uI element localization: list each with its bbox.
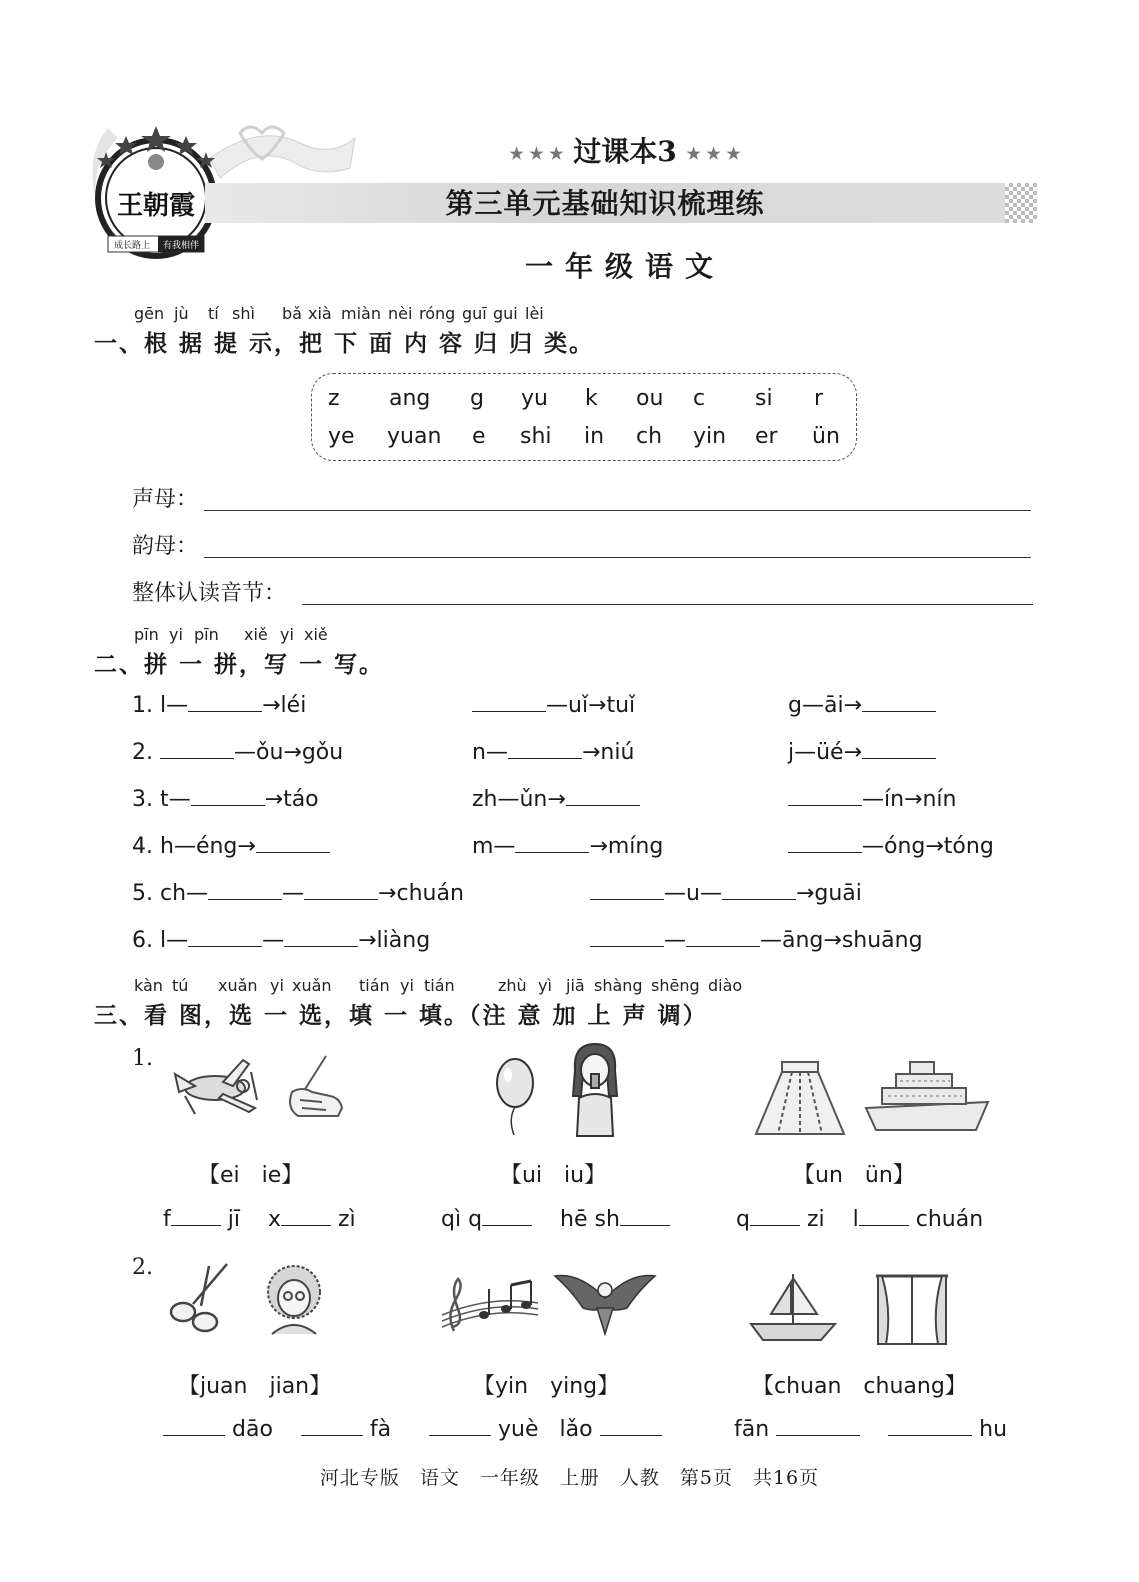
py: nèi — [388, 304, 413, 323]
answer-line-yunmu[interactable] — [204, 557, 1031, 558]
t: —u— — [664, 881, 722, 906]
blank[interactable] — [472, 693, 546, 712]
exercise-5a — [132, 881, 464, 906]
t: l— — [160, 928, 189, 953]
unit-title: 第三单元基础知识梳理练 — [445, 187, 765, 220]
exercise-5b — [590, 881, 862, 906]
q2-choice-1: 【juan jian】 — [178, 1374, 332, 1399]
t: dāo — [232, 1417, 273, 1442]
py: tián — [424, 976, 455, 995]
grandma-icon — [262, 1262, 326, 1336]
blank[interactable] — [163, 1417, 225, 1436]
skirt-icon — [752, 1058, 847, 1138]
py: pīn — [134, 625, 159, 644]
blank[interactable] — [590, 881, 664, 900]
t: qì q — [441, 1207, 483, 1232]
answer-line-zhengti[interactable] — [302, 604, 1033, 605]
letter: k — [585, 386, 598, 411]
letter: z — [328, 386, 340, 411]
brand-name: 王朝霞 — [116, 191, 196, 221]
blank[interactable] — [859, 1207, 909, 1226]
t: — — [262, 928, 285, 953]
t: —ín→nín — [862, 787, 957, 812]
t: zi — [806, 1207, 825, 1232]
girl-drinking-icon — [565, 1040, 625, 1138]
py: yi — [169, 625, 183, 644]
t: →chuán — [378, 881, 464, 906]
blank[interactable] — [515, 834, 589, 853]
blank[interactable] — [284, 928, 358, 947]
ship-icon — [862, 1058, 992, 1138]
music-notes-icon — [440, 1275, 540, 1335]
letter: ch — [636, 424, 663, 449]
t: x — [267, 1207, 281, 1232]
letter: ou — [636, 386, 664, 411]
py: bǎ — [282, 304, 302, 323]
blank[interactable] — [429, 1417, 491, 1436]
blank[interactable] — [208, 881, 282, 900]
blank[interactable] — [600, 1417, 662, 1436]
section2-title: 二、拼 一 拼，写 一 写。 — [94, 652, 385, 678]
blank[interactable] — [160, 740, 234, 759]
t: g—āi→ — [788, 693, 862, 718]
t: —āng→shuāng — [760, 928, 923, 953]
blank[interactable] — [171, 1207, 221, 1226]
airplane-icon — [165, 1052, 265, 1122]
t: hē sh — [560, 1207, 620, 1232]
t: yuè — [498, 1417, 539, 1442]
t: l — [852, 1207, 859, 1232]
blank[interactable] — [620, 1207, 670, 1226]
q1-fill-2 — [441, 1207, 670, 1232]
blank[interactable] — [862, 740, 936, 759]
py: shēng — [651, 976, 700, 995]
t: — — [282, 881, 305, 906]
brand-slogan-1: 成长路上 — [113, 241, 151, 251]
exercise-4c — [788, 834, 994, 859]
blank[interactable] — [776, 1417, 860, 1436]
exercise-2c — [788, 740, 936, 765]
t: f — [163, 1207, 171, 1232]
t: fān — [734, 1417, 770, 1442]
t: — — [664, 928, 686, 953]
t: n— — [472, 740, 508, 765]
t: →míng — [589, 834, 664, 859]
sailboat-icon — [745, 1270, 840, 1345]
num: 5. — [132, 881, 153, 906]
py: gēn — [134, 304, 165, 323]
label-shengmu: 声母： — [132, 487, 199, 512]
letter: yuan — [387, 424, 442, 449]
num: 1. — [132, 693, 153, 718]
blank[interactable] — [301, 1417, 363, 1436]
q2-choice-3: 【chuan chuang】 — [752, 1374, 967, 1399]
t: zh—ǔn→ — [472, 787, 566, 812]
letter: si — [755, 386, 773, 411]
t: —uǐ→tuǐ — [546, 693, 636, 718]
q2-number: 2. — [132, 1255, 153, 1280]
blank[interactable] — [256, 834, 330, 853]
page-footer: 河北专版 语文 一年级 上册 人教 第5页 共16页 — [319, 1467, 820, 1489]
t: m— — [472, 834, 516, 859]
t: q — [736, 1207, 750, 1232]
letter: ang — [389, 386, 431, 411]
exercise-4a — [132, 834, 330, 859]
letter: in — [584, 424, 605, 449]
exercise-4b — [472, 834, 663, 859]
py: yi — [270, 976, 284, 995]
q2-choice-2: 【yin ying】 — [473, 1374, 620, 1399]
py: guī — [462, 304, 487, 323]
q1-choice-1: 【ei ie】 — [198, 1163, 304, 1188]
py: pīn — [194, 625, 219, 644]
py: xiě — [244, 625, 268, 644]
section3-title: 三、看 图，选 一 选，填 一 填。（注 意 加 上 声 调） — [94, 1003, 708, 1029]
letter: shi — [520, 424, 552, 449]
py: gui — [493, 304, 518, 323]
q1-fill-3 — [736, 1207, 983, 1232]
balloon-icon — [490, 1055, 540, 1135]
t: h—éng→ — [160, 834, 256, 859]
blank[interactable] — [191, 787, 265, 806]
blank[interactable] — [888, 1417, 972, 1436]
blank[interactable] — [508, 740, 582, 759]
stars-left: ★ ★ ★ — [509, 144, 564, 163]
exercise-3b — [472, 787, 640, 812]
q1-fill-1 — [163, 1207, 356, 1232]
exercise-3a — [132, 787, 319, 812]
title-bar-checker — [1005, 183, 1037, 223]
py: jiā — [566, 976, 585, 995]
t: jī — [227, 1207, 240, 1232]
exercise-1c — [788, 693, 936, 718]
q2-fill-2 — [429, 1417, 662, 1442]
exercise-1a — [132, 693, 306, 718]
series-name: 过课本3 — [573, 135, 677, 168]
writing-hand-icon — [278, 1052, 348, 1122]
subject-title: 一年级语文 — [524, 250, 725, 283]
t: —óng→tóng — [862, 834, 994, 859]
blank[interactable] — [722, 881, 796, 900]
py: diào — [708, 976, 743, 995]
py: lèi — [525, 304, 544, 323]
py: zhù — [498, 976, 527, 995]
blank[interactable] — [750, 1207, 800, 1226]
num: 3. — [132, 787, 153, 812]
blank[interactable] — [482, 1207, 532, 1226]
py: miàn — [341, 304, 381, 323]
t: →liàng — [358, 928, 431, 953]
blank[interactable] — [686, 928, 760, 947]
t: →niú — [581, 740, 635, 765]
t: chuán — [915, 1207, 984, 1232]
py: xià — [308, 304, 332, 323]
letter: g — [470, 386, 484, 411]
window-curtain-icon — [872, 1270, 952, 1348]
py: tí — [208, 304, 219, 323]
num: 6. — [132, 928, 153, 953]
py: xuǎn — [218, 976, 258, 995]
py: tián — [359, 976, 390, 995]
answer-line-shengmu[interactable] — [204, 510, 1031, 511]
py: tú — [172, 976, 189, 995]
letter: ye — [328, 424, 355, 449]
q1-choice-2: 【ui iu】 — [500, 1163, 607, 1188]
py: xiě — [304, 625, 328, 644]
py: shì — [232, 304, 255, 323]
letter-box — [311, 373, 857, 461]
py: kàn — [134, 976, 163, 995]
blank[interactable] — [281, 1207, 331, 1226]
scissors-icon — [165, 1260, 235, 1335]
t: →guāi — [795, 881, 862, 906]
py: xuǎn — [292, 976, 332, 995]
blank[interactable] — [188, 928, 262, 947]
letter: r — [814, 386, 824, 411]
exercise-6a — [132, 928, 430, 953]
t: l— — [160, 693, 189, 718]
blank[interactable] — [788, 834, 862, 853]
exercise-1b — [472, 693, 635, 718]
brand-slogan-2: 有我相伴 — [162, 241, 200, 251]
blank[interactable] — [566, 787, 640, 806]
num: 4. — [132, 834, 153, 859]
q1-number: 1. — [132, 1046, 153, 1071]
blank[interactable] — [188, 693, 262, 712]
py: yi — [400, 976, 414, 995]
py: jù — [174, 304, 189, 323]
blank[interactable] — [304, 881, 378, 900]
q1-choice-3: 【un ün】 — [793, 1163, 915, 1188]
exercise-2b — [472, 740, 634, 765]
letter: yu — [521, 386, 548, 411]
t: fà — [369, 1417, 392, 1442]
letter: yin — [693, 424, 727, 449]
t: j—üé→ — [788, 740, 863, 765]
num: 2. — [132, 740, 153, 765]
label-zhengti: 整体认读音节： — [132, 581, 287, 606]
section1-title: 一、根 据 提 示，把 下 面 内 容 归 归 类。 — [94, 331, 595, 357]
letter: c — [693, 386, 706, 411]
exercise-3c — [788, 787, 957, 812]
t: zì — [338, 1207, 356, 1232]
letter: ün — [812, 424, 840, 449]
t: t— — [160, 787, 191, 812]
t: ch— — [160, 881, 209, 906]
series-title — [500, 130, 750, 170]
t: →léi — [262, 693, 307, 718]
eagle-icon — [553, 1268, 658, 1343]
label-yunmu: 韵母： — [132, 534, 199, 559]
exercise-6b — [590, 928, 923, 953]
letter: er — [755, 424, 778, 449]
blank[interactable] — [788, 787, 862, 806]
q2-fill-3 — [734, 1417, 1007, 1442]
t: →táo — [264, 787, 319, 812]
t: hu — [979, 1417, 1008, 1442]
t: —ǒu→gǒu — [234, 740, 344, 765]
q2-fill-1 — [163, 1417, 391, 1442]
py: yì — [538, 976, 552, 995]
py: shàng — [594, 976, 643, 995]
blank[interactable] — [590, 928, 664, 947]
blank[interactable] — [862, 693, 936, 712]
py: róng — [419, 304, 456, 323]
t: lǎo — [559, 1417, 593, 1442]
letter: e — [472, 424, 486, 449]
exercise-2a — [132, 740, 343, 765]
stars-right: ★ ★ ★ — [686, 144, 741, 163]
py: yi — [280, 625, 294, 644]
